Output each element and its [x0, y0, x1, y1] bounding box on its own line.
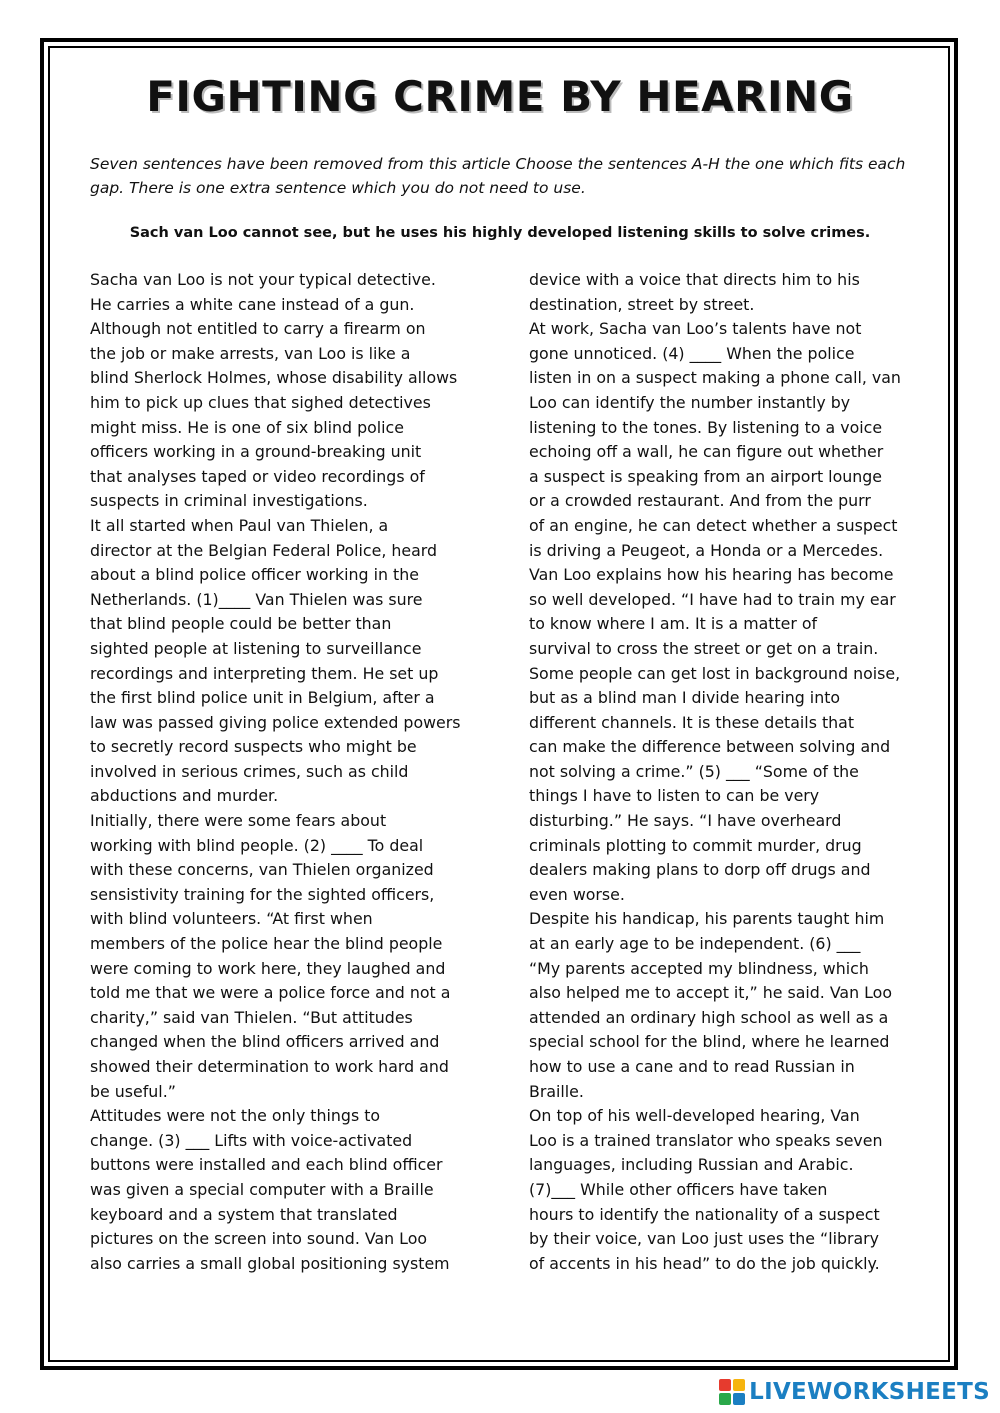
paragraph: Sacha van Loo is not your typical detective. He carries a white cane instead of a gun. Although not entitled to carry a firearm on the job or make arrests, van Loo is like a blind Sherlock Holmes, whose disability allows him to pick up clues that sighed detectives might miss. He is one of six blind police officers working in a ground-breaking unit that analyses taped or video recordings of suspects in criminal investigations. — [90, 270, 458, 511]
logo-square — [733, 1393, 745, 1405]
paragraph: On top of his well-developed hearing, Van Loo is a trained translator who speaks seven languages, including Russian and Arabic. (7)___ While other officers have taken hours to identify the nationality of a suspect by their voice, van Loo just uses the “library of accents in his head” to do the job quickly. — [529, 1106, 883, 1273]
paragraph: Despite his handicap, his parents taught him at an early age to be independent. (6) ___ “My parents accepted my blindness, which also helped me to accept it,” he said. Van Loo attended an ordinary high school as well as a special school for the blind, where he learned how to use a cane and to read Russian in Braille. — [529, 909, 892, 1101]
paragraph: device with a voice that directs him to his destination, street by street. — [529, 270, 860, 314]
article-column-left — [90, 268, 476, 1276]
article-column-right — [529, 268, 911, 1276]
paragraph: At work, Sacha van Loo’s talents have not gone unnoticed. (4) ____ When the police listen in on a suspect making a phone call, van Loo can identify the number instantly by listening to the tones. By listening to a voice echoing off a wall, he can figure out whether a suspect is speaking from an airport lounge or a crowded restaurant. And from the purr of an engine, he can detect whether a suspect is driving a Peugeot, a Honda or a Mercedes. — [529, 319, 901, 560]
paragraph: Initially, there were some fears about working with blind people. (2) ____ To deal with these concerns, van Thielen organized sensistivity training for the sighted officers, with blind volunteers. “At first when members of the police hear the blind people were coming to work here, they laughed and told me that we were a police force and not a charity,” said van Thielen. “But attitudes changed when the blind officers arrived and showed their determination to work hard and be useful.” — [90, 811, 451, 1101]
logo-square — [719, 1379, 731, 1391]
logo-square — [719, 1393, 731, 1405]
liveworksheets-wordmark: LIVEWORKSHEETS — [749, 1379, 990, 1405]
instructions: Seven sentences have been removed from this article Choose the sentences A-H the one which fits each gap. There is one extra sentence which you do not need to use. — [90, 155, 906, 197]
liveworksheets-logo[interactable] — [719, 1375, 990, 1409]
liveworksheets-mark-icon — [719, 1379, 745, 1405]
worksheet-title: FIGHTING CRIME BY HEARING — [146, 72, 854, 121]
logo-square — [733, 1379, 745, 1391]
paragraph: Van Loo explains how his hearing has become so well developed. “I have had to train my ear to know where I am. It is a matter of survival to cross the street or get on a train. Some people can get lost in background noise, but as a blind man I divide hearing into different channels. It is these details that can make the difference between solving and not solving a crime.” (5) ___ “Some of the things I have to listen to can be very disturbing.” He says. “I have overheard criminals plotting to commit murder, drug dealers making plans to dorp off drugs and even worse. — [529, 565, 901, 904]
paragraph: It all started when Paul van Thielen, a director at the Belgian Federal Police, heard about a blind police officer working in the Netherlands. (1)____ Van Thielen was sure that blind people could be better than sighted people at listening to surveillance recordings and interpreting them. He set up the first blind police unit in Belgium, after a law was passed giving police extended powers to secretly record suspects who might be involved in serious crimes, such as child abductions and murder. — [90, 515, 461, 806]
article-subtitle: Sach van Loo cannot see, but he uses his highly developed listening skills to solve crimes. — [129, 225, 871, 241]
paragraph: Attitudes were not the only things to change. (3) ___ Lifts with voice-activated buttons were installed and each blind officer was given a special computer with a Braille keyboard and a system that translated pictures on the screen into sound. Van Loo also carries a small global positioning system — [90, 1106, 450, 1273]
